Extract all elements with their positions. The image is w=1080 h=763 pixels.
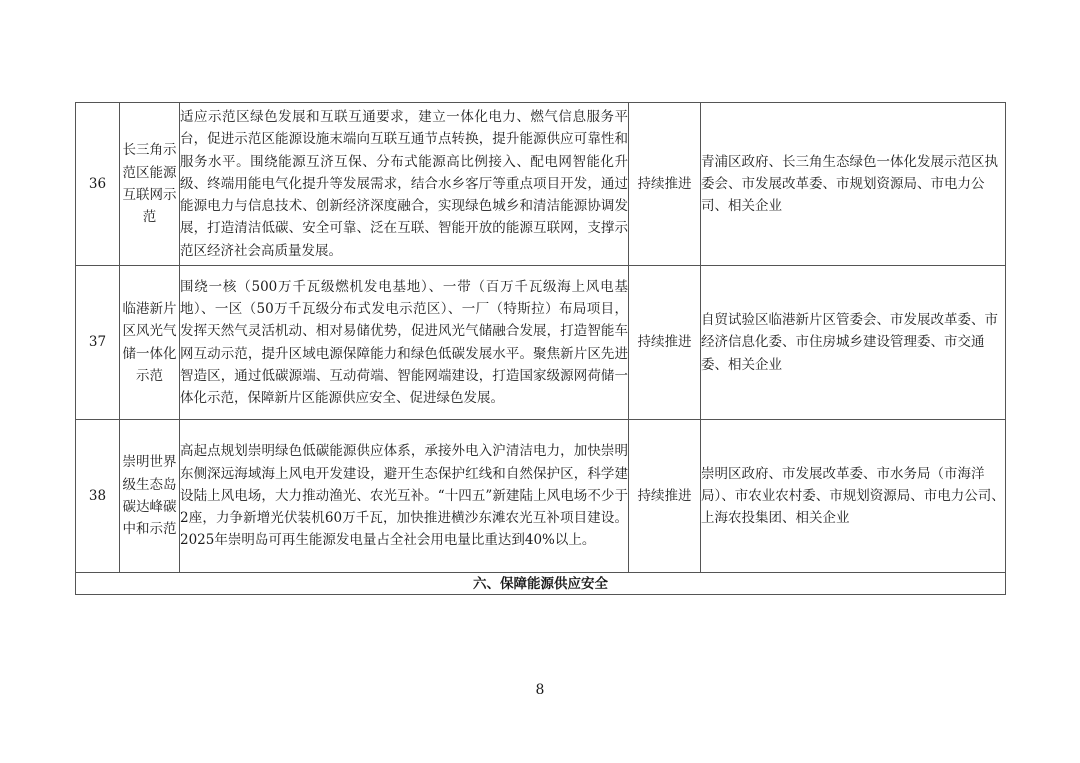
project-description: 围绕一核（500万千瓦级燃机发电基地）、一带（百万千瓦级海上风电基地）、一区（50万千瓦级分布式发电示范区）、一厂（特斯拉）布局项目，发挥天然气灵活机动、相对易储优势，促进风光气储融合发展，打造智能车网互动示范，提升区域电源保障能力和绿色低碳发展水平。聚焦新片区先进智造区，通过低碳源端、互动荷端、智能网端建设，打造国家级源网荷储一体化示范，保障新片区能源供应安全、促进绿色发展。 <box>180 266 629 420</box>
project-name: 崇明世界级生态岛碳达峰碳中和示范 <box>120 420 180 573</box>
section-heading-row <box>76 573 1006 595</box>
project-status: 持续推进 <box>629 420 701 573</box>
row-number: 38 <box>76 420 120 573</box>
project-name: 长三角示范区能源互联网示范 <box>120 103 180 266</box>
table-row <box>76 103 1006 266</box>
responsible-units: 崇明区政府、市发展改革委、市水务局（市海洋局）、市农业农村委、市规划资源局、市电力公司、上海农投集团、相关企业 <box>701 420 1006 573</box>
page-number: 8 <box>535 682 545 698</box>
project-status: 持续推进 <box>629 266 701 420</box>
project-name: 临港新片区风光气储一体化示范 <box>120 266 180 420</box>
project-description: 高起点规划崇明绿色低碳能源供应体系，承接外电入沪清洁电力，加快崇明东侧深远海域海上风电开发建设，避开生态保护红线和自然保护区，科学建设陆上风电场，大力推动渔光、农光互补。“十四五”新建陆上风电场不少于2座，力争新增光伏装机60万千瓦，加快推进横沙东滩农光互补项目建设。2025年崇明岛可再生能源发电量占全社会用电量比重达到40%以上。 <box>180 420 629 573</box>
row-number: 37 <box>76 266 120 420</box>
responsible-units: 自贸试验区临港新片区管委会、市发展改革委、市经济信息化委、市住房城乡建设管理委、市交通委、相关企业 <box>701 266 1006 420</box>
project-description: 适应示范区绿色发展和互联互通要求，建立一体化电力、燃气信息服务平台，促进示范区能源设施末端向互联互通节点转换，提升能源供应可靠性和服务水平。围绕能源互济互保、分布式能源高比例接入、配电网智能化升级、终端用能电气化提升等发展需求，结合水乡客厅等重点项目开发，通过能源电力与信息技术、创新经济深度融合，实现绿色城乡和清洁能源协调发展，打造清洁低碳、安全可靠、泛在互联、智能开放的能源互联网，支撑示范区经济社会高质量发展。 <box>180 103 629 266</box>
projects-table <box>75 102 1006 595</box>
table-row <box>76 420 1006 573</box>
section-heading: 六、保障能源供应安全 <box>76 573 1006 595</box>
table-row <box>76 266 1006 420</box>
project-status: 持续推进 <box>629 103 701 266</box>
responsible-units: 青浦区政府、长三角生态绿色一体化发展示范区执委会、市发展改革委、市规划资源局、市电力公司、相关企业 <box>701 103 1006 266</box>
row-number: 36 <box>76 103 120 266</box>
